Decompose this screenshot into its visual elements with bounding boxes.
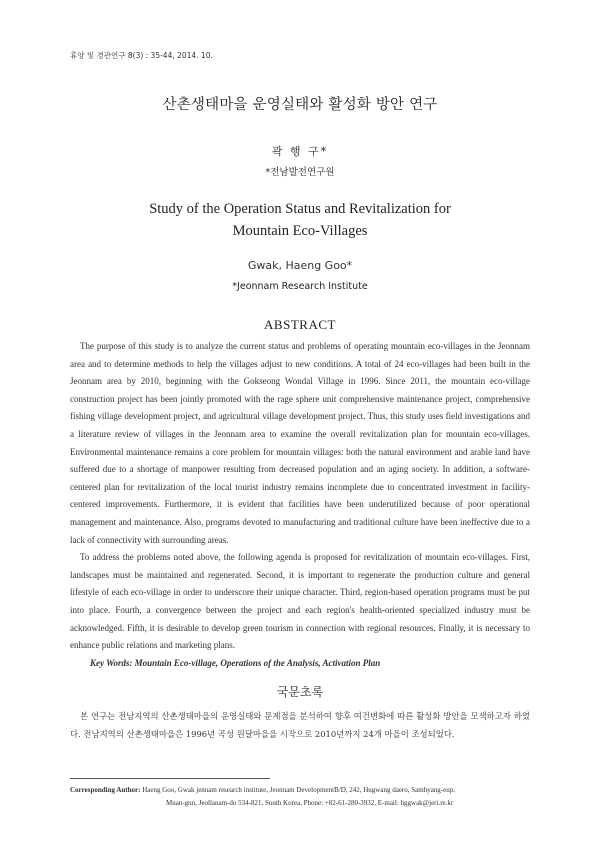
title-english-line2: Mountain Eco-Villages bbox=[232, 223, 368, 239]
korean-abstract-heading: 국문초록 bbox=[276, 685, 324, 699]
keywords: Key Words: Mountain Eco-village, Operations of the Analysis, Activation Plan bbox=[90, 657, 381, 668]
journal-citation: 휴양 및 경관연구 8(3) : 35-44, 2014. 10. bbox=[70, 51, 213, 60]
author-english: Gwak, Haeng Goo* bbox=[247, 259, 353, 272]
abstract-heading: ABSTRACT bbox=[264, 317, 336, 332]
corresponding-author-footnote bbox=[70, 784, 530, 810]
affiliation-korean: *전남발전연구원 bbox=[265, 167, 335, 178]
title-english bbox=[60, 198, 540, 242]
footnote-line2: Muan-gun, Jeollanam-do 534-821, South Korea, Phone: +82-61-280-3932, E-mail: hggwak@jeri.re.kr bbox=[166, 799, 454, 807]
abstract-paragraph-2: To address the problems noted above, the following agenda is proposed for revitalization of mountain eco-villages. First, landscapes must be maintained and regenerated. Second, it is important to regenerate the production culture and general lifestyle of each eco-village in order to underscore their unique character. Third, region-based operation programs must be put into place. Fourth, a convergence between the project and each region's health-oriented specialized industry must be acknowledged. Fifth, it is desirable to develop green tourism in connection with regional resources. Finally, it is necessary to enhance public relations and marketing plans. bbox=[70, 552, 530, 651]
title-korean: 산촌생태마을 운영실태와 활성화 방안 연구 bbox=[162, 97, 438, 113]
footnote-label: Corresponding Author: bbox=[70, 786, 141, 794]
footnote-divider bbox=[70, 778, 270, 779]
affiliation-english: *Jeonnam Research Institute bbox=[232, 281, 368, 292]
author-korean: 곽 행 구* bbox=[271, 145, 329, 158]
abstract-body bbox=[70, 338, 530, 672]
footnote-line1: Haeng Goo, Gwak jennam research institute, Jeonnam DevelopmentB/D, 242, Hugwang daero, Samhyang-eup, bbox=[142, 786, 455, 794]
korean-abstract-body: 본 연구는 전남지역의 산촌생태마을의 운영실태와 문제점을 분석하여 향후 여건변화에 따른 활성화 방안을 모색하고자 하였다. 전남지역의 산촌생태마을은 1996년 곡성 원달마을을 시작으로 2010년까지 24개 마을이 조성되었다. bbox=[70, 711, 530, 739]
title-english-line1: Study of the Operation Status and Revitalization for bbox=[149, 201, 451, 217]
abstract-paragraph-1: The purpose of this study is to analyze the current status and problems of operating mountain eco-villages in the Jeonnam area and to determine methods to help the villages adjust to new conditions. A total of 24 eco-villages had been built in the Jeonnam area by 2010, beginning with the Gokseong Wondal Village in 1996. Since 2011, the mountain eco-village construction project has been jointly promoted with the rage sphere unit comprehensive maintenance project, comprehensive fishing village development project, and agricultural village development project. Thus, this study uses field investigations and a literature review of villages in the Jeonnam area to examine the overall revitalization plan for mountain eco-villages. Environmental maintenance remains a core problem for mountain villages: both the natural environment and arable land have suffered due to a shortage of manpower resulting from decreased population and an aging society. In addition, a software-centered plan for revitalization of the local tourist industry remains incomplete due to concentrated investment in facility-centered improvements. Furthermore, it is evident that facilities have been underutilized because of poor operational management and maintenance. Also, programs devoted to manufacturing and traditional culture have been ineffective due to a lack of connectivity with surrounding areas. bbox=[70, 341, 530, 545]
